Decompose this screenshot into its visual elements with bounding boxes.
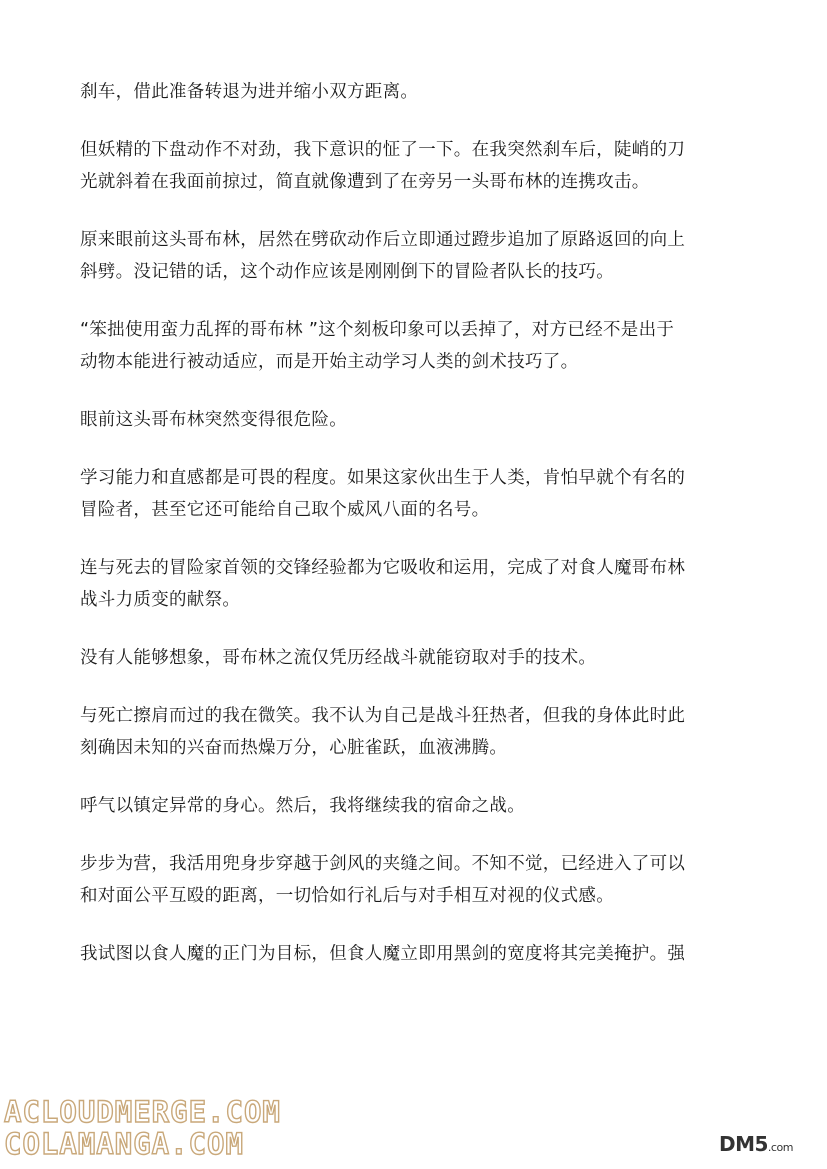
logo-suffix: .com <box>767 1141 793 1154</box>
text-line: 与死亡擦肩而过的我在微笑。我不认为自己是战斗狂热者，但我的身体此时此 <box>80 706 686 726</box>
paragraph <box>80 848 740 912</box>
text-line: 呼气以镇定异常的身心。然后，我将继续我的宿命之战。 <box>80 796 525 816</box>
text-line: 和对面公平互殴的距离，一切恰如行礼后与对手相互对视的仪式感。 <box>80 886 614 906</box>
novel-text <box>80 76 740 996</box>
text-line: 光就斜着在我面前掠过，简直就像遭到了在旁另一头哥布林的连携攻击。 <box>80 172 650 192</box>
paragraph <box>80 642 740 674</box>
text-line: 动物本能进行被动适应，而是开始主动学习人类的剑术技巧了。 <box>80 352 579 372</box>
paragraph <box>80 700 740 764</box>
paragraph <box>80 462 740 526</box>
text-line: 斜劈。没记错的话，这个动作应该是刚刚倒下的冒险者队长的技巧。 <box>80 262 614 282</box>
watermark-acloudmerge: ACLOUDMERGE.COM <box>4 1095 281 1129</box>
paragraph <box>80 404 740 436</box>
text-line: “笨拙使用蛮力乱挥的哥布林 ”这个刻板印象可以丢掉了，对方已经不是出于 <box>80 320 675 340</box>
text-line: 步步为营，我活用兜身步穿越于剑风的夹缝之间。不知不觉，已经进入了可以 <box>80 854 686 874</box>
paragraph <box>80 552 740 616</box>
logo-main: DM5 <box>719 1132 768 1156</box>
paragraph <box>80 938 740 970</box>
text-line: 没有人能够想象，哥布林之流仅凭历经战斗就能窃取对手的技术。 <box>80 648 597 668</box>
text-line: 眼前这头哥布林突然变得很危险。 <box>80 410 347 430</box>
text-line: 刻确因未知的兴奋而热燥万分，心脏雀跃，血液沸腾。 <box>80 738 508 758</box>
text-line: 但妖精的下盘动作不对劲，我下意识的怔了一下。在我突然刹车后，陡峭的刀 <box>80 140 686 160</box>
text-line: 战斗力质变的献祭。 <box>80 590 241 610</box>
paragraph <box>80 790 740 822</box>
text-line: 我试图以食人魔的正门为目标，但食人魔立即用黑剑的宽度将其完美掩护。强 <box>80 944 686 964</box>
text-line: 冒险者，甚至它还可能给自己取个威风八面的名号。 <box>80 500 490 520</box>
text-line: 学习能力和直感都是可畏的程度。如果这家伙出生于人类，肯怕早就个有名的 <box>80 468 686 488</box>
paragraph <box>80 224 740 288</box>
dm5-logo <box>719 1132 793 1156</box>
text-line: 连与死去的冒险家首领的交锋经验都为它吸收和运用，完成了对食人魔哥布林 <box>80 558 686 578</box>
text-line: 原来眼前这头哥布林，居然在劈砍动作后立即通过蹬步追加了原路返回的向上 <box>80 230 686 250</box>
text-line: 刹车，借此准备转退为进并缩小双方距离。 <box>80 82 419 102</box>
paragraph <box>80 134 740 198</box>
paragraph <box>80 76 740 108</box>
watermark-colamanga: COLAMANGA.COM <box>4 1127 244 1161</box>
paragraph <box>80 314 740 378</box>
